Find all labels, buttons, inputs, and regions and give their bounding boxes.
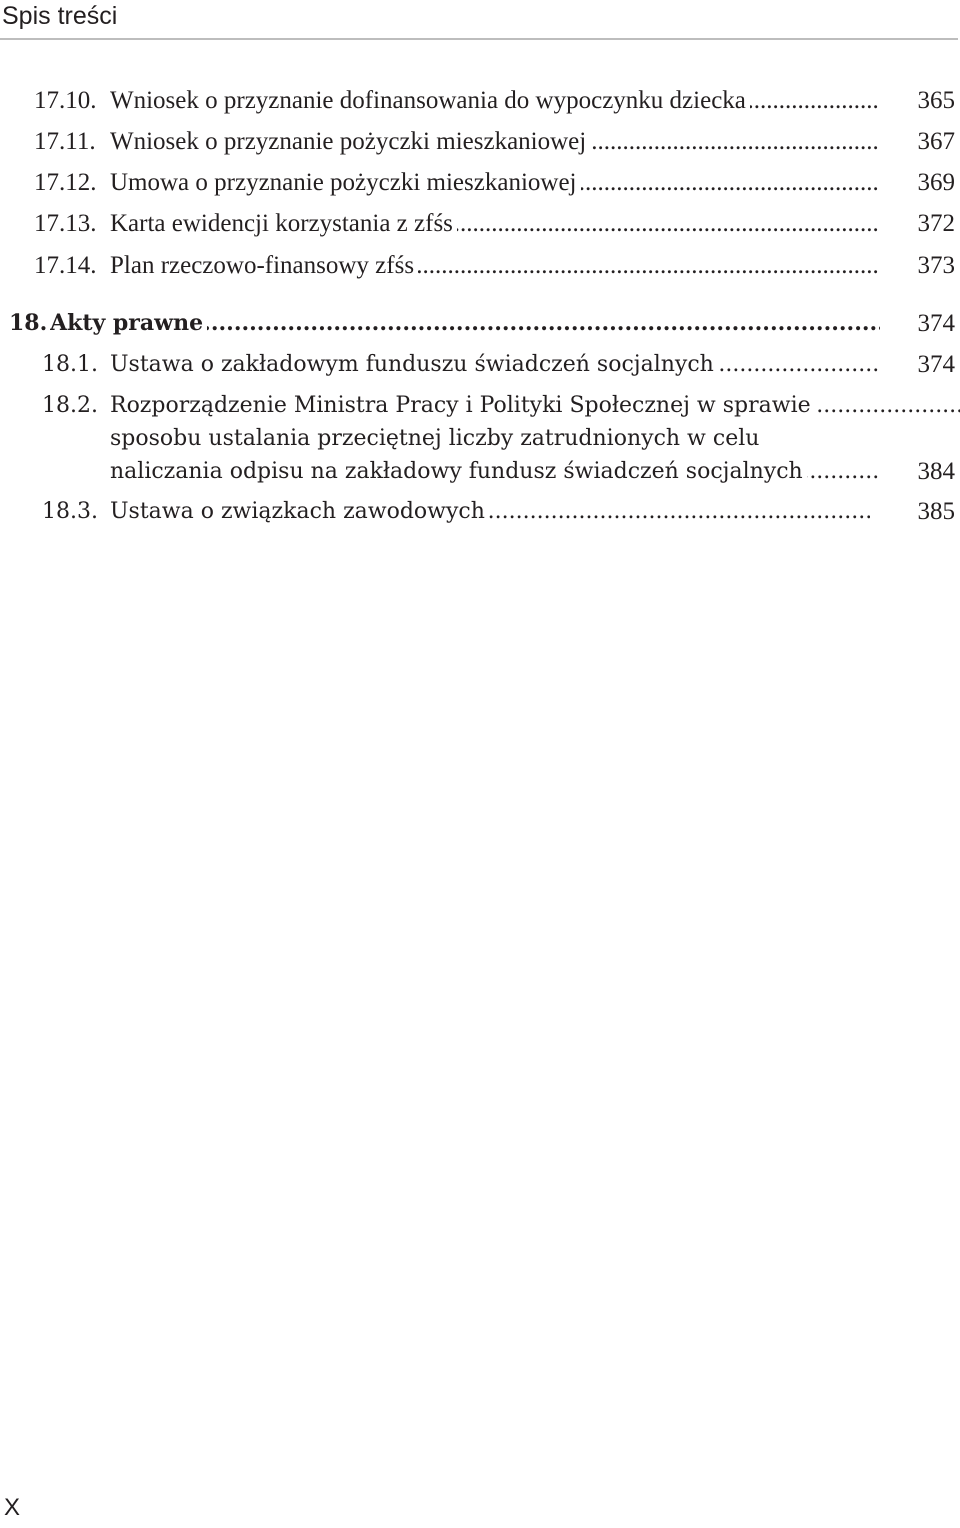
- toc-entry-title-line-3: naliczania odpisu na zakładowy fundusz świadczeń socjalnych: [110, 459, 807, 484]
- toc-entry-title-block: [110, 389, 880, 422]
- toc-entry-title: Umowa o przyznanie pożyczki mieszkaniowej: [110, 169, 581, 196]
- toc-entry-title-line: [110, 207, 880, 240]
- toc-entry-title: Plan rzeczowo-finansowy zfśs: [110, 252, 418, 279]
- toc-entry-title-line-1: Rozporządzenie Ministra Pracy i Polityki Społecznej w sprawie: [110, 393, 815, 418]
- toc-entry-title-line: [110, 166, 880, 199]
- toc-entry-number: 17.11.: [34, 128, 96, 155]
- toc-entry-number: 17.12.: [34, 169, 97, 196]
- toc-entry-page: 385: [917, 498, 955, 525]
- toc-entry-page: 384: [917, 458, 955, 485]
- toc-entry-title-line: [110, 495, 870, 528]
- toc-section-number: 18.: [9, 310, 48, 336]
- page-title: Spis treści: [2, 2, 118, 30]
- toc-entry-number: 18.2.: [42, 393, 98, 418]
- toc-entry-title: Karta ewidencji korzystania z zfśs: [110, 210, 457, 237]
- toc-entry-page: 365: [917, 87, 955, 114]
- toc-entry-title-line: [110, 84, 880, 117]
- toc-entry-number: 17.10.: [34, 87, 97, 114]
- toc-entry-page: 373: [917, 252, 955, 279]
- toc-entry-number: 18.1.: [42, 352, 98, 377]
- toc-entry[interactable]: [0, 389, 960, 488]
- toc-entry-title-line: [110, 125, 880, 158]
- toc-entry-page: 374: [917, 351, 955, 378]
- toc-entry-title: Wniosek o przyznanie pożyczki mieszkaniowej: [110, 128, 590, 155]
- toc-entry-title: Ustawa o zakładowym funduszu świadczeń socjalnych: [110, 352, 718, 377]
- toc-entry-page: 369: [917, 169, 955, 196]
- toc-entry-title-line-2: sposobu ustalania przeciętnej liczby zatrudnionych w celu: [110, 426, 763, 451]
- toc-section-title: Akty prawne: [50, 310, 207, 336]
- toc-entry-title-line-3-wrap: [110, 455, 880, 488]
- toc-entry-number: 18.3.: [42, 499, 98, 524]
- toc-entry-number: 17.13.: [34, 210, 97, 237]
- toc-entry-page: 367: [917, 128, 955, 155]
- toc-section-title-line: [50, 307, 880, 340]
- page-number: X: [4, 1494, 21, 1521]
- toc-entry-page: 372: [917, 210, 955, 237]
- toc-entry-page: 374: [917, 310, 955, 337]
- toc-entry-number: 17.14.: [34, 252, 97, 279]
- toc-entry-title-line: [110, 348, 880, 381]
- toc-entry-title: Ustawa o związkach zawodowych: [110, 499, 489, 524]
- toc-entry-title-line-2-wrap: [110, 422, 880, 455]
- toc-entry-title-line: [110, 249, 880, 282]
- header-divider: [0, 38, 958, 40]
- toc-entry-title: Wniosek o przyznanie dofinansowania do wypoczynku dziecka: [110, 87, 750, 114]
